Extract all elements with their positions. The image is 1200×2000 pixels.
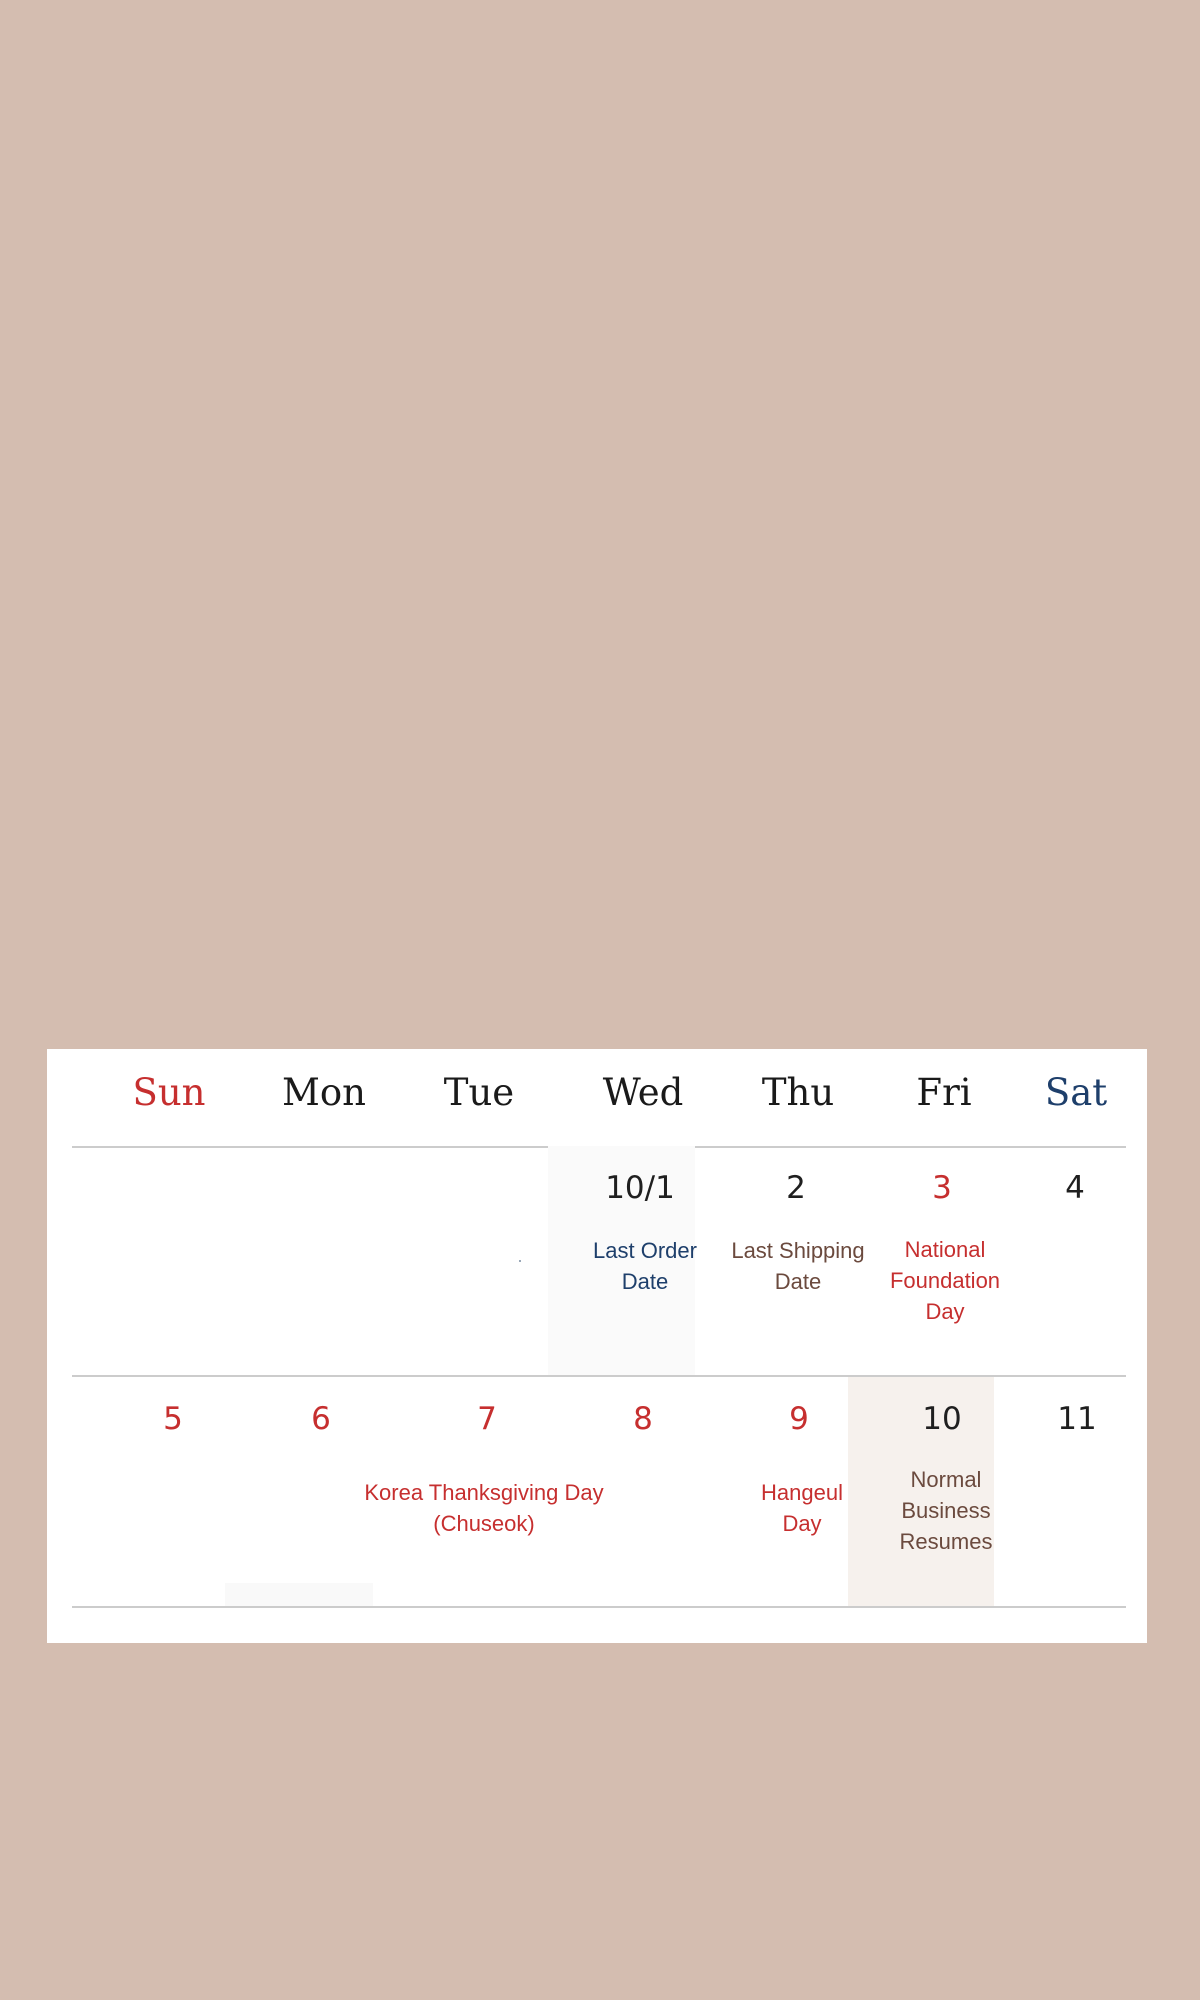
event-last-shipping-date: Last Shipping Date: [731, 1238, 865, 1294]
event-last-order-date: Last Order Date: [593, 1238, 697, 1294]
event-hangeul-day: Hangeul Day: [761, 1480, 843, 1536]
date-thu-9: 9: [789, 1401, 809, 1437]
weekday-header-row: [72, 1049, 1126, 1148]
date-thu-2: 2: [786, 1170, 806, 1206]
date-fri-10: 10: [922, 1401, 962, 1437]
weekday-sat: Sat: [1044, 1071, 1108, 1114]
weekday-sun: Sun: [132, 1071, 206, 1114]
date-wed-10-1: 10/1: [605, 1170, 675, 1206]
placeholder-dot: [519, 1260, 521, 1262]
calendar-card: [47, 1049, 1147, 1643]
date-sat-11: 11: [1057, 1401, 1097, 1437]
date-mon-6: 6: [311, 1401, 331, 1437]
cell-strip-mon: [225, 1583, 373, 1606]
date-wed-8: 8: [633, 1401, 653, 1437]
date-fri-3: 3: [932, 1170, 952, 1206]
event-normal-business-resumes: Normal Business Resumes: [899, 1467, 993, 1554]
weekday-fri: Fri: [916, 1071, 972, 1114]
weekday-mon: Mon: [282, 1071, 366, 1114]
weekday-tue: Tue: [443, 1071, 515, 1114]
date-sun-5: 5: [163, 1401, 183, 1437]
date-tue-7: 7: [477, 1401, 497, 1437]
weekday-wed: Wed: [602, 1071, 684, 1114]
weekday-thu: Thu: [761, 1071, 835, 1114]
week-row-1: [72, 1146, 1126, 1377]
event-national-foundation-day: National Foundation Day: [889, 1237, 1001, 1324]
event-korea-thanksgiving-day: Korea Thanksgiving Day (Chuseok): [364, 1480, 604, 1536]
date-sat-4: 4: [1065, 1170, 1085, 1206]
week-row-2: [72, 1377, 1126, 1608]
